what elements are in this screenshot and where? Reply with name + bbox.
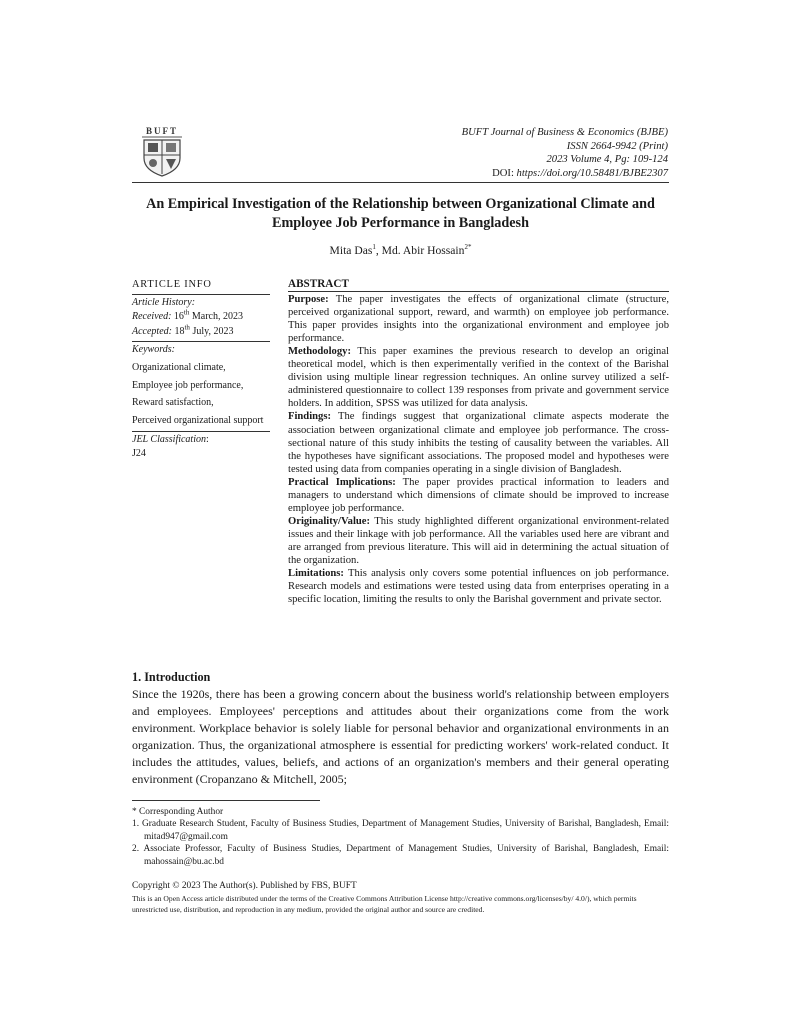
received-date bbox=[132, 310, 270, 324]
university-logo bbox=[132, 124, 192, 178]
abstract-practical-implications bbox=[288, 476, 669, 515]
received-label: Received: bbox=[132, 311, 172, 323]
copyright-block bbox=[132, 880, 669, 915]
author-1-affiliation: 1 bbox=[372, 243, 376, 252]
volume-pages: 2023 Volume 4, Pg: 109-124 bbox=[546, 154, 668, 166]
introduction-heading: 1. Introduction bbox=[132, 670, 211, 684]
header-divider bbox=[132, 182, 669, 183]
abstract bbox=[288, 278, 669, 606]
author-separator: , bbox=[375, 244, 382, 257]
keywords-label: Keywords: bbox=[132, 343, 175, 355]
article-history-label: Article History: bbox=[132, 297, 196, 309]
doi-label: DOI: bbox=[492, 167, 517, 179]
history-rule bbox=[132, 341, 270, 342]
abstract-findings bbox=[288, 410, 669, 475]
received-rest: March, 2023 bbox=[189, 311, 243, 323]
footnotes bbox=[132, 806, 669, 868]
jel-value: J24 bbox=[132, 448, 146, 460]
introduction-text: Since the 1920s, there has been a growing concern about the business world's relationship between employers and employees. Employees' perceptions and attitudes about their organizations come from the work environment. Workplace behavior is solely liable for personal behavior and organizational environments in an organization. Thus, the organizational atmosphere is essential for predicting workers' work-related conduct. It includes the attitudes, values, beliefs, and actions of an organization's members and their general operating environment (Cropanzano & Mitchell, 2005; bbox=[132, 687, 669, 786]
footnote-item: * Corresponding Author bbox=[132, 807, 224, 817]
logo-text: BUFT bbox=[145, 126, 179, 136]
author-line bbox=[132, 244, 669, 257]
keyword-item: Perceived organizational support bbox=[132, 414, 264, 426]
journal-name: BUFT Journal of Business & Economics (BJBE) bbox=[461, 127, 668, 138]
abstract-limitations bbox=[288, 567, 669, 606]
abstract-originality bbox=[288, 515, 669, 567]
footnote-divider bbox=[132, 800, 320, 801]
section-label: Originality/Value: bbox=[288, 515, 371, 527]
abstract-purpose bbox=[288, 293, 669, 345]
section-label: Methodology: bbox=[288, 346, 351, 358]
jel-classification bbox=[132, 433, 270, 447]
article-info-rule bbox=[132, 294, 270, 295]
keywords-rule bbox=[132, 431, 270, 432]
paper-title: An Empirical Investigation of the Relationship between Organizational Climate and Employee Job Performance in Bangladesh bbox=[146, 196, 655, 231]
author-2-affiliation: 2* bbox=[464, 243, 472, 252]
accepted-sup: th bbox=[184, 323, 190, 332]
footnote-item: 2. Associate Professor, Faculty of Business Studies, Department of Management Studies, University of Barishal, Bangladesh, Email: mahossain@bu.ac.bd bbox=[132, 844, 669, 867]
section-text: The paper provides practical information to leaders and managers to understand which dimensions of climate should be improved to increase employee job performance. bbox=[288, 476, 669, 514]
section-text: This analysis only covers some potential influences on job performance. Research models and estimations were tested using data from enterprises operating in a specific location, limiting the results to only the Barishal government and private sector. bbox=[288, 568, 669, 606]
accepted-label: Accepted: bbox=[132, 325, 172, 337]
article-info-heading: ARTICLE INFO bbox=[132, 279, 212, 290]
abstract-methodology bbox=[288, 345, 669, 410]
section-text: The findings suggest that organizational climate aspects moderate the association between organizational climate and employee job performance. The cross-sectional nature of this study inhibits the testing of causality between the variables. All the hypotheses have significant associations. The proposed model and hypotheses were tested using data from companies operating in a single division of Bangladesh. bbox=[288, 411, 669, 475]
section-label: Purpose: bbox=[288, 294, 329, 306]
author-1: Mita Das bbox=[329, 244, 373, 257]
accepted-day: 18 bbox=[171, 325, 185, 337]
license-text: This is an Open Access article distributed under the terms of the Creative Commons Attribution License http://creative commons.org/licenses/by/ 4.0/), which permits unrestricted use, distribution, and reproduction in any medium, provided the original author and source are credited. bbox=[132, 894, 637, 914]
abstract-heading: ABSTRACT bbox=[288, 278, 349, 290]
keyword-item: Organizational climate, bbox=[132, 362, 226, 374]
article-info bbox=[132, 278, 270, 461]
author-2: Md. Abir Hossain bbox=[381, 244, 465, 257]
received-sup: th bbox=[183, 309, 190, 318]
jel-colon: : bbox=[206, 434, 209, 446]
keyword-item: Reward satisfaction, bbox=[132, 397, 214, 409]
keyword-item: Employee job performance, bbox=[132, 379, 244, 391]
accepted-rest: July, 2023 bbox=[189, 325, 234, 337]
issn: ISSN 2664-9942 (Print) bbox=[566, 140, 668, 152]
doi-link[interactable]: https://doi.org/10.58481/BJBE2307 bbox=[516, 167, 668, 179]
abstract-rule bbox=[288, 291, 669, 292]
section-text: The paper investigates the effects of organizational climate (structure, perceived organizational support, reward, and warmth) on employee job performance. This paper provides insights into the organizational environment and employee job performance. bbox=[288, 294, 669, 345]
doi bbox=[248, 167, 668, 181]
section-text: This paper examines the previous research to develop an original theoretical model, which is then experimentally verified in the context of the Barishal division using multiple linear regression techniques. An online survey utilized a self-administered questionnaire to collect 139 responses from private and government service holders. In addition, SPSS was utilized for data analysis. bbox=[288, 346, 669, 410]
section-label: Findings: bbox=[288, 411, 331, 423]
section-text: This study highlighted different organizational environment-related issues and their linkage with job performance. All the variables used here are vibrant and are arranged from previous literature. This will aid in determining the actual situation of the organization. bbox=[288, 515, 669, 566]
section-label: Practical Implications: bbox=[288, 476, 396, 488]
received-day: 16 bbox=[171, 311, 184, 323]
section-label: Limitations: bbox=[288, 568, 344, 580]
jel-label: JEL Classification bbox=[132, 434, 206, 446]
accepted-date bbox=[132, 325, 270, 339]
copyright-line: Copyright © 2023 The Author(s). Published by FBS, BUFT bbox=[132, 881, 357, 891]
footnote-item: 1. Graduate Research Student, Faculty of Business Studies, Department of Management Studies, University of Barishal, Bangladesh, Email: mitad947@gmail.com bbox=[132, 819, 669, 842]
journal-header bbox=[248, 126, 668, 180]
